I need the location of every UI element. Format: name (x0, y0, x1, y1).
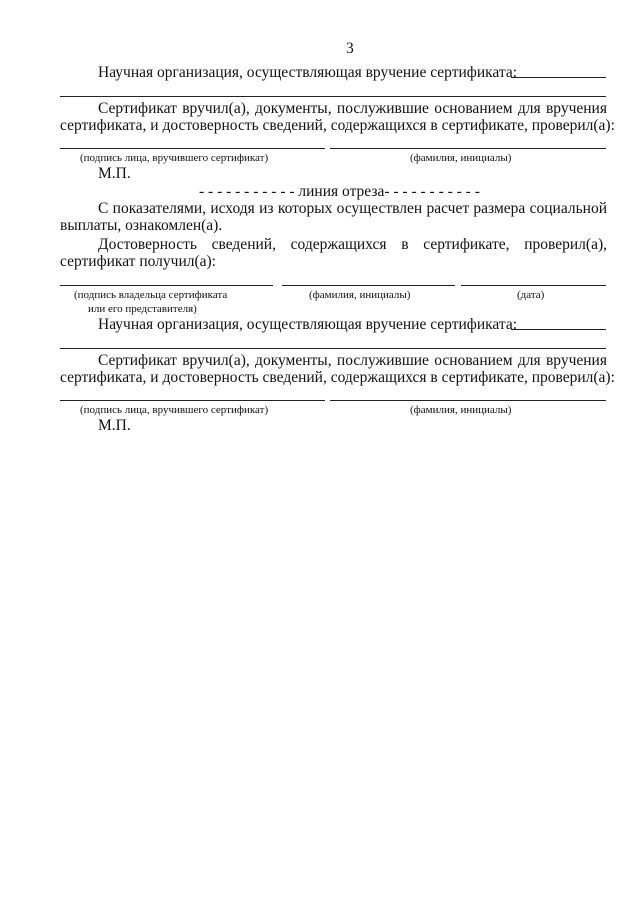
issued-paragraph-line2: сертификата, и достоверность сведений, содержащихся в сертификате, проверил(а): (60, 117, 615, 134)
owner-signature-caption-2: или его представителя) (88, 303, 197, 315)
issuer-name-caption-2: (фамилия, инициалы) (410, 404, 512, 416)
org-name-field[interactable] (511, 77, 606, 78)
stamp-placeholder-2: М.П. (98, 417, 131, 434)
owner-name-caption: (фамилия, инициалы) (309, 289, 411, 301)
verified-paragraph-line2: сертификат получил(а): (60, 253, 216, 270)
issuer-signature-caption: (подпись лица, вручившего сертификат) (80, 152, 269, 164)
word: сведений, (211, 236, 276, 253)
word: содержащихся (290, 236, 387, 253)
familiar-paragraph-line1: С показателями, исходя из которых осуществлен расчет размера социальной (98, 200, 607, 217)
owner-signature-field[interactable] (60, 285, 273, 286)
issuer-name-caption: (фамилия, инициалы) (410, 152, 512, 164)
stamp-placeholder: М.П. (98, 165, 131, 182)
word: в (401, 236, 409, 253)
org-label-2: Научная организация, осуществляющая вручение сертификата: (98, 316, 518, 333)
issuer-signature-field-2[interactable] (60, 400, 325, 401)
issuer-name-field[interactable] (330, 148, 606, 149)
cut-line: - - - - - - - - - - - линия отреза- - - - - - - - - - - (199, 183, 480, 200)
page-number: 3 (346, 40, 354, 57)
issued-paragraph-2-line1: Сертификат вручил(а), документы, послужившие основанием для вручения (98, 352, 607, 369)
date-caption: (дата) (517, 289, 545, 301)
issuer-name-field-2[interactable] (330, 400, 606, 401)
verified-paragraph-line1 (98, 236, 607, 253)
owner-signature-caption: (подпись владельца сертификата (74, 289, 228, 301)
date-field[interactable] (461, 285, 606, 286)
org-name-field-2[interactable] (511, 329, 606, 330)
word: сертификате, (423, 236, 510, 253)
word: проверил(а), (524, 236, 607, 253)
org-label: Научная организация, осуществляющая вручение сертификата: (98, 64, 518, 81)
issuer-signature-caption-2: (подпись лица, вручившего сертификат) (80, 404, 269, 416)
word: Достоверность (98, 236, 197, 253)
familiar-paragraph-line2: выплаты, ознакомлен(а). (60, 217, 223, 234)
issued-paragraph-line1: Сертификат вручил(а), документы, послужившие основанием для вручения (98, 100, 607, 117)
issued-paragraph-2-line2: сертификата, и достоверность сведений, содержащихся в сертификате, проверил(а): (60, 369, 615, 386)
org-name-field-continued[interactable] (60, 96, 606, 97)
owner-name-field[interactable] (282, 285, 455, 286)
org-name-field-2-continued[interactable] (60, 348, 606, 349)
issuer-signature-field[interactable] (60, 148, 325, 149)
